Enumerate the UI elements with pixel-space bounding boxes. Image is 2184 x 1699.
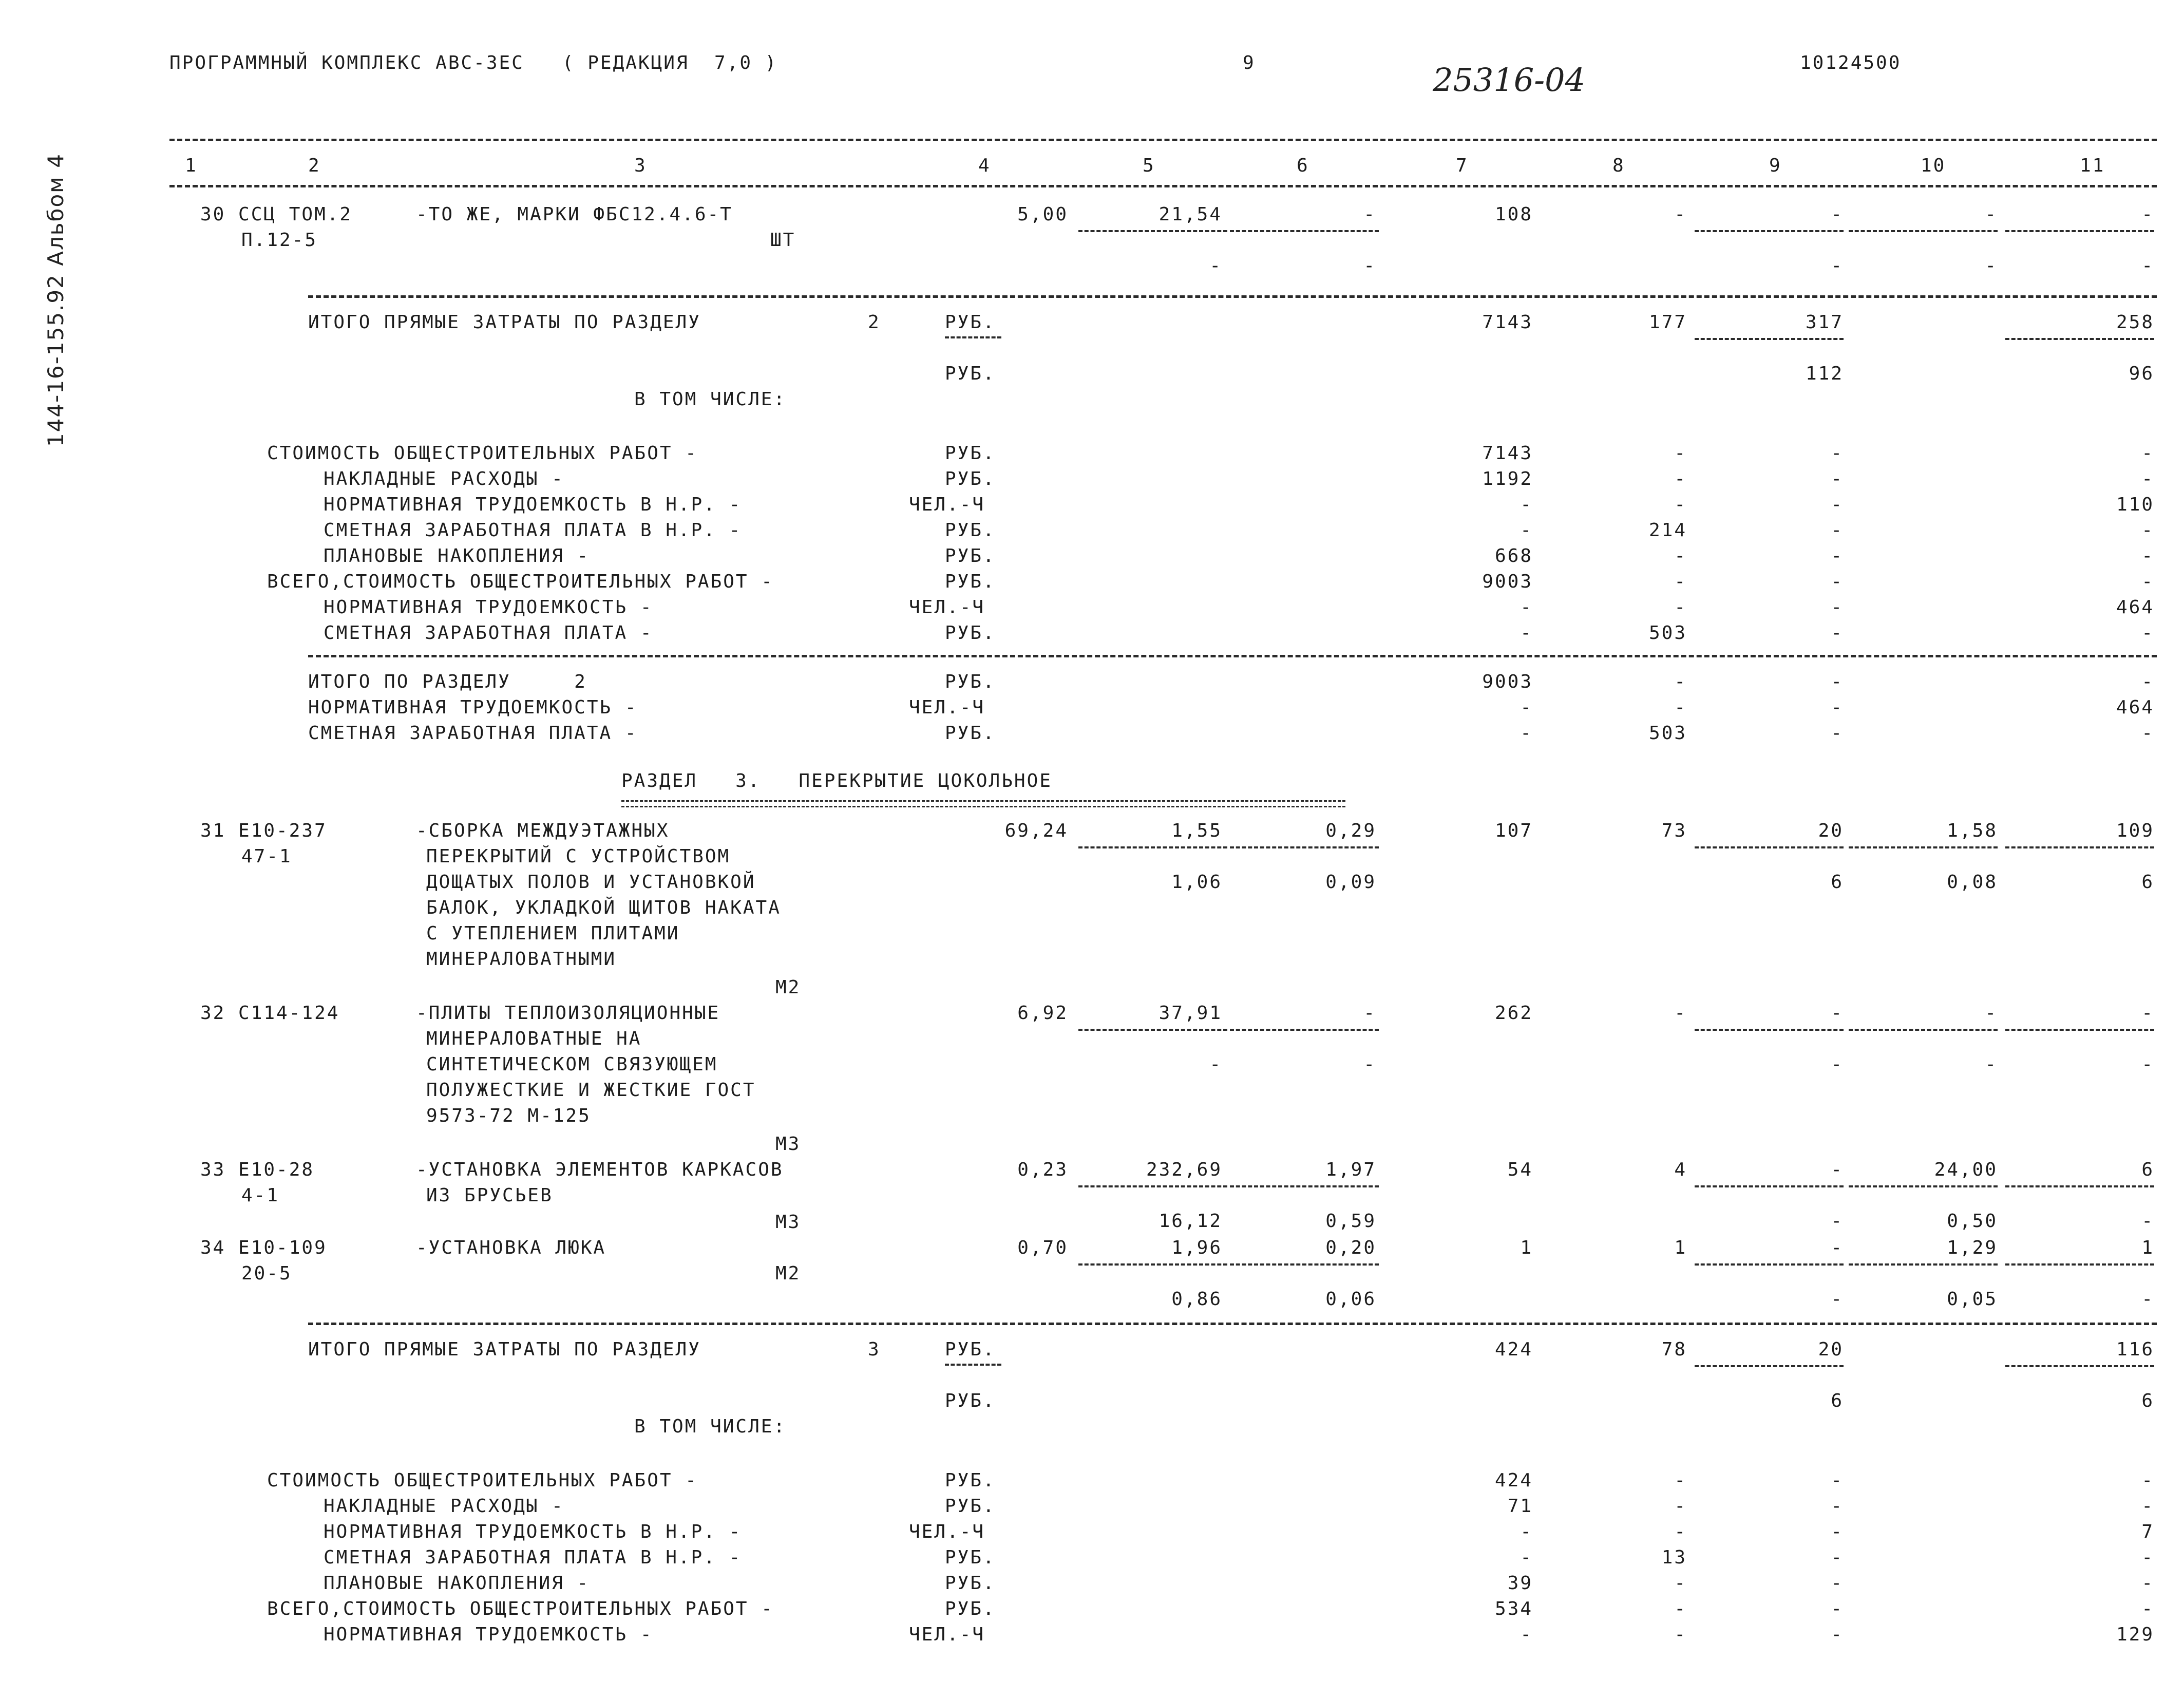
summary-c11: 464	[2116, 597, 2154, 618]
item-description-line: ПЕРЕКРЫТИЙ С УСТРОЙСТВОМ	[426, 846, 731, 867]
section-total-c8: -	[1674, 697, 1687, 718]
cell-c10b: 0,05	[1947, 1289, 1998, 1310]
item-description-line: ДОЩАТЫХ ПОЛОВ И УСТАНОВКОЙ	[426, 872, 756, 893]
summary-c8: -	[1674, 1624, 1687, 1645]
section-total-unit: РУБ.	[945, 723, 996, 744]
cell-c5: 1,55	[1171, 820, 1222, 841]
item-separator	[308, 295, 2157, 298]
summary-c11: -	[2141, 545, 2154, 567]
cell-c8: 73	[1661, 820, 1687, 841]
item-description-line: ИЗ БРУСЬЕВ	[426, 1185, 553, 1206]
cell-c9: -	[1831, 1237, 1844, 1258]
document-code: 10124500	[1800, 52, 1902, 73]
item-description-line: 9573-72 М-125	[426, 1105, 591, 1126]
summary-c7: 424	[1494, 1470, 1533, 1491]
summary-label: СМЕТНАЯ ЗАРАБОТНАЯ ПЛАТА -	[324, 622, 653, 644]
totals-c7: 424	[1494, 1339, 1533, 1360]
column-header-1: 1	[185, 155, 198, 176]
cell-c7: 54	[1507, 1159, 1533, 1180]
value-underline	[2005, 230, 2154, 232]
summary-c9: -	[1831, 1573, 1844, 1594]
summary-unit: РУБ.	[945, 468, 996, 489]
totals-c8: 177	[1648, 312, 1687, 333]
section-total-c11: -	[2141, 723, 2154, 744]
in-number-heading: В ТОМ ЧИСЛЕ:	[634, 1416, 787, 1437]
cell-c5b: 1,06	[1171, 872, 1222, 893]
section-title: РАЗДЕЛ 3. ПЕРЕКРЫТИЕ ЦОКОЛЬНОЕ	[621, 770, 1052, 791]
summary-c11: -	[2141, 571, 2154, 592]
value-underline	[1078, 1185, 1227, 1187]
summary-c9: -	[1831, 1470, 1844, 1491]
section-total-c9: -	[1831, 723, 1844, 744]
summary-c11: -	[2141, 1496, 2154, 1517]
summary-unit: ЧЕЛ.-Ч	[909, 494, 985, 515]
cell-c5b: -	[1209, 255, 1222, 276]
summary-c8: -	[1674, 1598, 1687, 1619]
cell-c5: 232,69	[1146, 1159, 1222, 1180]
cell-c7: 108	[1494, 204, 1533, 225]
section-total-c7: -	[1520, 697, 1533, 718]
summary-c7: -	[1520, 1521, 1533, 1542]
section-total-unit: ЧЕЛ.-Ч	[909, 697, 985, 718]
cell-c11b: -	[2141, 1211, 2154, 1232]
cell-c6: -	[1363, 1003, 1376, 1024]
totals-section: 3	[868, 1339, 881, 1360]
cell-c6: 1,97	[1325, 1159, 1376, 1180]
summary-c11: -	[2141, 1598, 2154, 1619]
item-separator	[308, 1323, 2157, 1325]
item-description-line: МИНЕРАЛОВАТНЫЕ НА	[426, 1028, 642, 1049]
section-total-c7: 9003	[1482, 671, 1533, 692]
value-underline	[2005, 1365, 2154, 1367]
summary-c7: 7143	[1482, 443, 1533, 464]
totals-unit2: РУБ.	[945, 1390, 996, 1411]
value-underline	[1695, 1365, 1844, 1367]
summary-unit: РУБ.	[945, 1496, 996, 1517]
summary-c11: -	[2141, 468, 2154, 489]
cell-c9: 20	[1818, 820, 1844, 841]
cell-c4: 69,24	[1004, 820, 1068, 841]
summary-label: НОРМАТИВНАЯ ТРУДОЕМКОСТЬ В Н.Р. -	[324, 494, 742, 515]
summary-c11: 7	[2141, 1521, 2154, 1542]
totals-c8: 78	[1661, 1339, 1687, 1360]
summary-c9: -	[1831, 597, 1844, 618]
summary-c9: -	[1831, 1496, 1844, 1517]
summary-c8: 503	[1648, 622, 1687, 644]
summary-c9: -	[1831, 1598, 1844, 1619]
item-code-sub: 20-5	[241, 1263, 292, 1284]
cell-c11: 109	[2116, 820, 2154, 841]
value-underline	[1230, 230, 1379, 232]
cell-c6b: -	[1363, 255, 1376, 276]
item-code: 34 Е10-109	[200, 1237, 327, 1258]
value-underline	[1078, 846, 1227, 848]
cell-c5: 1,96	[1171, 1237, 1222, 1258]
section-total-unit: РУБ.	[945, 671, 996, 692]
summary-c11: 110	[2116, 494, 2154, 515]
section-total-c8: 503	[1648, 723, 1687, 744]
cell-c7: 1	[1520, 1237, 1533, 1258]
value-underline	[2005, 1029, 2154, 1031]
cell-c8: 1	[1674, 1237, 1687, 1258]
cell-c6: 0,29	[1325, 820, 1376, 841]
item-description: -УСТАНОВКА ЛЮКА	[416, 1237, 606, 1258]
summary-c7: 39	[1507, 1573, 1533, 1594]
totals-c7: 7143	[1482, 312, 1533, 333]
summary-c7: 534	[1494, 1598, 1533, 1619]
cell-c5: 37,91	[1159, 1003, 1222, 1024]
cell-c6b: -	[1363, 1054, 1376, 1075]
totals-c9: 317	[1805, 312, 1844, 333]
value-underline	[1849, 846, 1998, 848]
cell-c9: -	[1831, 1159, 1844, 1180]
cell-c4: 5,00	[1017, 204, 1068, 225]
header-top-rule	[169, 139, 2157, 141]
totals-unit2: РУБ.	[945, 363, 996, 384]
summary-c11: -	[2141, 1547, 2154, 1568]
summary-c7: 668	[1494, 545, 1533, 567]
totals-c9b: 6	[1831, 1390, 1844, 1411]
summary-c9: -	[1831, 545, 1844, 567]
summary-unit: РУБ.	[945, 545, 996, 567]
totals-title: ИТОГО ПРЯМЫЕ ЗАТРАТЫ ПО РАЗДЕЛУ	[308, 312, 701, 333]
summary-label: НОРМАТИВНАЯ ТРУДОЕМКОСТЬ В Н.Р. -	[324, 1521, 742, 1542]
summary-c7: 9003	[1482, 571, 1533, 592]
column-header-11: 11	[2080, 155, 2105, 176]
summary-c7: -	[1520, 597, 1533, 618]
summary-unit: РУБ.	[945, 1547, 996, 1568]
summary-c8: -	[1674, 443, 1687, 464]
summary-label: СМЕТНАЯ ЗАРАБОТНАЯ ПЛАТА В Н.Р. -	[324, 1547, 742, 1568]
item-description-line: БАЛОК, УКЛАДКОЙ ЩИТОВ НАКАТА	[426, 897, 781, 918]
summary-unit: ЧЕЛ.-Ч	[909, 1521, 985, 1542]
summary-unit: РУБ.	[945, 622, 996, 644]
column-header-5: 5	[1143, 155, 1155, 176]
summary-unit: ЧЕЛ.-Ч	[909, 1624, 985, 1645]
totals-unit: РУБ.	[945, 1339, 996, 1360]
totals-c9: 20	[1818, 1339, 1844, 1360]
item-code: 33 Е10-28	[200, 1159, 315, 1180]
value-underline	[1695, 338, 1844, 340]
cell-c10b: 0,50	[1947, 1211, 1998, 1232]
summary-label: СТОИМОСТЬ ОБЩЕСТРОИТЕЛЬНЫХ РАБОТ -	[267, 443, 698, 464]
summary-label: СТОИМОСТЬ ОБЩЕСТРОИТЕЛЬНЫХ РАБОТ -	[267, 1470, 698, 1491]
item-description-line: СИНТЕТИЧЕСКОМ СВЯЗУЮЩЕМ	[426, 1054, 718, 1075]
item-unit: М3	[775, 1212, 801, 1233]
value-underline	[1695, 1029, 1844, 1031]
summary-label: НАКЛАДНЫЕ РАСХОДЫ -	[324, 1496, 564, 1517]
value-underline	[1695, 1263, 1844, 1266]
section-total-c9: -	[1831, 671, 1844, 692]
summary-c11: 129	[2116, 1624, 2154, 1645]
column-header-3: 3	[634, 155, 647, 176]
section-total-c9: -	[1831, 697, 1844, 718]
item-description-line: ПОЛУЖЕСТКИЕ И ЖЕСТКИЕ ГОСТ	[426, 1080, 756, 1101]
totals-c11b: 96	[2129, 363, 2154, 384]
cell-c5b: 16,12	[1159, 1211, 1222, 1232]
summary-unit: ЧЕЛ.-Ч	[909, 597, 985, 618]
cell-c10b: 0,08	[1947, 872, 1998, 893]
cell-c9: -	[1831, 204, 1844, 225]
summary-c11: -	[2141, 443, 2154, 464]
summary-c9: -	[1831, 1547, 1844, 1568]
cell-c9b: -	[1831, 1289, 1844, 1310]
cell-c5b: -	[1209, 1054, 1222, 1075]
program-title: ПРОГРАММНЫЙ КОМПЛЕКС АВС-3ЕС ( РЕДАКЦИЯ 7,0 )	[169, 52, 778, 73]
item-code: 31 Е10-237	[200, 820, 327, 841]
totals-c11: 116	[2116, 1339, 2154, 1360]
summary-c7: 71	[1507, 1496, 1533, 1517]
header-bottom-rule	[169, 185, 2157, 187]
summary-label: ПЛАНОВЫЕ НАКОПЛЕНИЯ -	[324, 1573, 590, 1594]
cell-c11: 1	[2141, 1237, 2154, 1258]
summary-unit: РУБ.	[945, 571, 996, 592]
value-underline	[1078, 1029, 1227, 1031]
totals-c11b: 6	[2141, 1390, 2154, 1411]
summary-c9: -	[1831, 1521, 1844, 1542]
column-header-4: 4	[978, 155, 991, 176]
section-total-label: НОРМАТИВНАЯ ТРУДОЕМКОСТЬ -	[308, 697, 638, 718]
item-description: -УСТАНОВКА ЭЛЕМЕНТОВ КАРКАСОВ	[416, 1159, 784, 1180]
item-description-line: МИНЕРАЛОВАТНЫМИ	[426, 949, 617, 970]
column-header-7: 7	[1456, 155, 1469, 176]
value-underline	[1849, 1029, 1998, 1031]
summary-unit: РУБ.	[945, 1470, 996, 1491]
summary-c8: 13	[1661, 1547, 1687, 1568]
cell-c9b: -	[1831, 1211, 1844, 1232]
summary-label: ПЛАНОВЫЕ НАКОПЛЕНИЯ -	[324, 545, 590, 567]
cell-c6b: 0,59	[1325, 1211, 1376, 1232]
value-underline	[1849, 230, 1998, 232]
value-underline	[1078, 1263, 1227, 1266]
summary-c9: -	[1831, 1624, 1844, 1645]
cell-c11b: -	[2141, 1289, 2154, 1310]
item-unit: М2	[775, 977, 801, 998]
cell-c6: 0,20	[1325, 1237, 1376, 1258]
summary-c7: -	[1520, 622, 1533, 644]
value-underline	[2005, 846, 2154, 848]
cell-c4: 6,92	[1017, 1003, 1068, 1024]
item-unit: М3	[775, 1134, 801, 1155]
side-album-label: 144-16-155.92 Альбом 4	[43, 153, 68, 447]
item-description-line: С УТЕПЛЕНИЕМ ПЛИТАМИ	[426, 923, 680, 944]
section-total-c11: -	[2141, 671, 2154, 692]
cell-c10: -	[1985, 204, 1998, 225]
column-header-6: 6	[1297, 155, 1309, 176]
summary-unit: РУБ.	[945, 1573, 996, 1594]
cell-c9b: 6	[1831, 872, 1844, 893]
value-underline	[2005, 1263, 2154, 1266]
value-underline	[1230, 1185, 1379, 1187]
cell-c11b: 6	[2141, 872, 2154, 893]
cell-c6b: 0,09	[1325, 872, 1376, 893]
value-underline	[1230, 1263, 1379, 1266]
cell-c5b: 0,86	[1171, 1289, 1222, 1310]
cell-c9: -	[1831, 1003, 1844, 1024]
cell-c10b: -	[1985, 255, 1998, 276]
summary-c7: -	[1520, 494, 1533, 515]
item-unit: ШТ	[770, 230, 796, 251]
item-description: -ТО ЖЕ, МАРКИ ФБС12.4.6-Т	[416, 204, 733, 225]
summary-c8: -	[1674, 1496, 1687, 1517]
summary-label: НОРМАТИВНАЯ ТРУДОЕМКОСТЬ -	[324, 1624, 653, 1645]
summary-c8: -	[1674, 494, 1687, 515]
cell-c10: -	[1985, 1003, 1998, 1024]
section-separator	[308, 655, 2157, 657]
cell-c4: 0,70	[1017, 1237, 1068, 1258]
cell-c5: 21,54	[1159, 204, 1222, 225]
summary-c9: -	[1831, 443, 1844, 464]
summary-c8: -	[1674, 1573, 1687, 1594]
value-underline	[1849, 1263, 1998, 1266]
page-number: 9	[1243, 52, 1256, 73]
summary-c9: -	[1831, 571, 1844, 592]
cell-c10b: -	[1985, 1054, 1998, 1075]
handwritten-number: 25316-04	[1433, 61, 1586, 99]
column-header-10: 10	[1921, 155, 1946, 176]
summary-c9: -	[1831, 622, 1844, 644]
cell-c8: -	[1674, 204, 1687, 225]
cell-c6b: 0,06	[1325, 1289, 1376, 1310]
summary-unit: РУБ.	[945, 443, 996, 464]
summary-unit: РУБ.	[945, 520, 996, 541]
cell-c11: -	[2141, 1003, 2154, 1024]
item-code-sub: П.12-5	[241, 230, 318, 251]
item-code-sub: 47-1	[241, 846, 292, 867]
summary-c8: -	[1674, 1521, 1687, 1542]
summary-c7: 1192	[1482, 468, 1533, 489]
value-underline	[1695, 846, 1844, 848]
summary-c8: -	[1674, 468, 1687, 489]
cell-c11: 6	[2141, 1159, 2154, 1180]
item-description: -ПЛИТЫ ТЕПЛОИЗОЛЯЦИОННЫЕ	[416, 1003, 720, 1024]
section-title-underline	[621, 800, 1345, 807]
summary-c7: -	[1520, 520, 1533, 541]
cell-c11: -	[2141, 204, 2154, 225]
totals-section: 2	[868, 312, 881, 333]
value-underline	[1230, 846, 1379, 848]
cell-c8: -	[1674, 1003, 1687, 1024]
totals-unit: РУБ.	[945, 312, 996, 333]
summary-c11: -	[2141, 622, 2154, 644]
section-total-c8: -	[1674, 671, 1687, 692]
totals-title: ИТОГО ПРЯМЫЕ ЗАТРАТЫ ПО РАЗДЕЛУ	[308, 1339, 701, 1360]
value-underline	[2005, 338, 2154, 340]
column-header-9: 9	[1769, 155, 1782, 176]
cell-c4: 0,23	[1017, 1159, 1068, 1180]
summary-label: ВСЕГО,СТОИМОСТЬ ОБЩЕСТРОИТЕЛЬНЫХ РАБОТ -	[267, 1598, 774, 1619]
cell-c9b: -	[1831, 255, 1844, 276]
summary-c8: -	[1674, 597, 1687, 618]
summary-c11: -	[2141, 1573, 2154, 1594]
summary-c8: 214	[1648, 520, 1687, 541]
cell-c10: 1,58	[1947, 820, 1998, 841]
value-underline	[1230, 1029, 1379, 1031]
item-code: 30 ССЦ ТОМ.2	[200, 204, 353, 225]
section-total-c11: 464	[2116, 697, 2154, 718]
summary-c9: -	[1831, 494, 1844, 515]
value-underline	[1078, 230, 1227, 232]
unit-underline	[945, 336, 1001, 338]
cell-c7: 262	[1494, 1003, 1533, 1024]
value-underline	[1695, 230, 1844, 232]
summary-c9: -	[1831, 468, 1844, 489]
item-code-sub: 4-1	[241, 1185, 280, 1206]
section-total-label: СМЕТНАЯ ЗАРАБОТНАЯ ПЛАТА -	[308, 723, 638, 744]
cell-c7: 107	[1494, 820, 1533, 841]
summary-unit: РУБ.	[945, 1598, 996, 1619]
summary-c8: -	[1674, 545, 1687, 567]
summary-c11: -	[2141, 520, 2154, 541]
summary-c11: -	[2141, 1470, 2154, 1491]
summary-c8: -	[1674, 571, 1687, 592]
cell-c6: -	[1363, 204, 1376, 225]
totals-c11: 258	[2116, 312, 2154, 333]
cell-c11b: -	[2141, 255, 2154, 276]
cell-c10: 1,29	[1947, 1237, 1998, 1258]
summary-c8: -	[1674, 1470, 1687, 1491]
summary-c7: -	[1520, 1624, 1533, 1645]
summary-label: ВСЕГО,СТОИМОСТЬ ОБЩЕСТРОИТЕЛЬНЫХ РАБОТ -	[267, 571, 774, 592]
column-header-8: 8	[1612, 155, 1625, 176]
summary-label: НОРМАТИВНАЯ ТРУДОЕМКОСТЬ -	[324, 597, 653, 618]
unit-underline	[945, 1364, 1001, 1366]
value-underline	[1849, 1185, 1998, 1187]
item-description: -СБОРКА МЕЖДУЭТАЖНЫХ	[416, 820, 670, 841]
summary-c9: -	[1831, 520, 1844, 541]
value-underline	[2005, 1185, 2154, 1187]
item-unit: М2	[775, 1263, 801, 1284]
in-number-heading: В ТОМ ЧИСЛЕ:	[634, 389, 787, 410]
cell-c8: 4	[1674, 1159, 1687, 1180]
totals-c9b: 112	[1805, 363, 1844, 384]
cell-c10: 24,00	[1934, 1159, 1998, 1180]
section-total-c7: -	[1520, 723, 1533, 744]
summary-label: НАКЛАДНЫЕ РАСХОДЫ -	[324, 468, 564, 489]
item-code: 32 С114-124	[200, 1003, 340, 1024]
summary-c7: -	[1520, 1547, 1533, 1568]
cell-c9b: -	[1831, 1054, 1844, 1075]
cell-c11b: -	[2141, 1054, 2154, 1075]
summary-label: СМЕТНАЯ ЗАРАБОТНАЯ ПЛАТА В Н.Р. -	[324, 520, 742, 541]
column-header-2: 2	[308, 155, 321, 176]
value-underline	[1695, 1185, 1844, 1187]
section-total-label: ИТОГО ПО РАЗДЕЛУ 2	[308, 671, 587, 692]
